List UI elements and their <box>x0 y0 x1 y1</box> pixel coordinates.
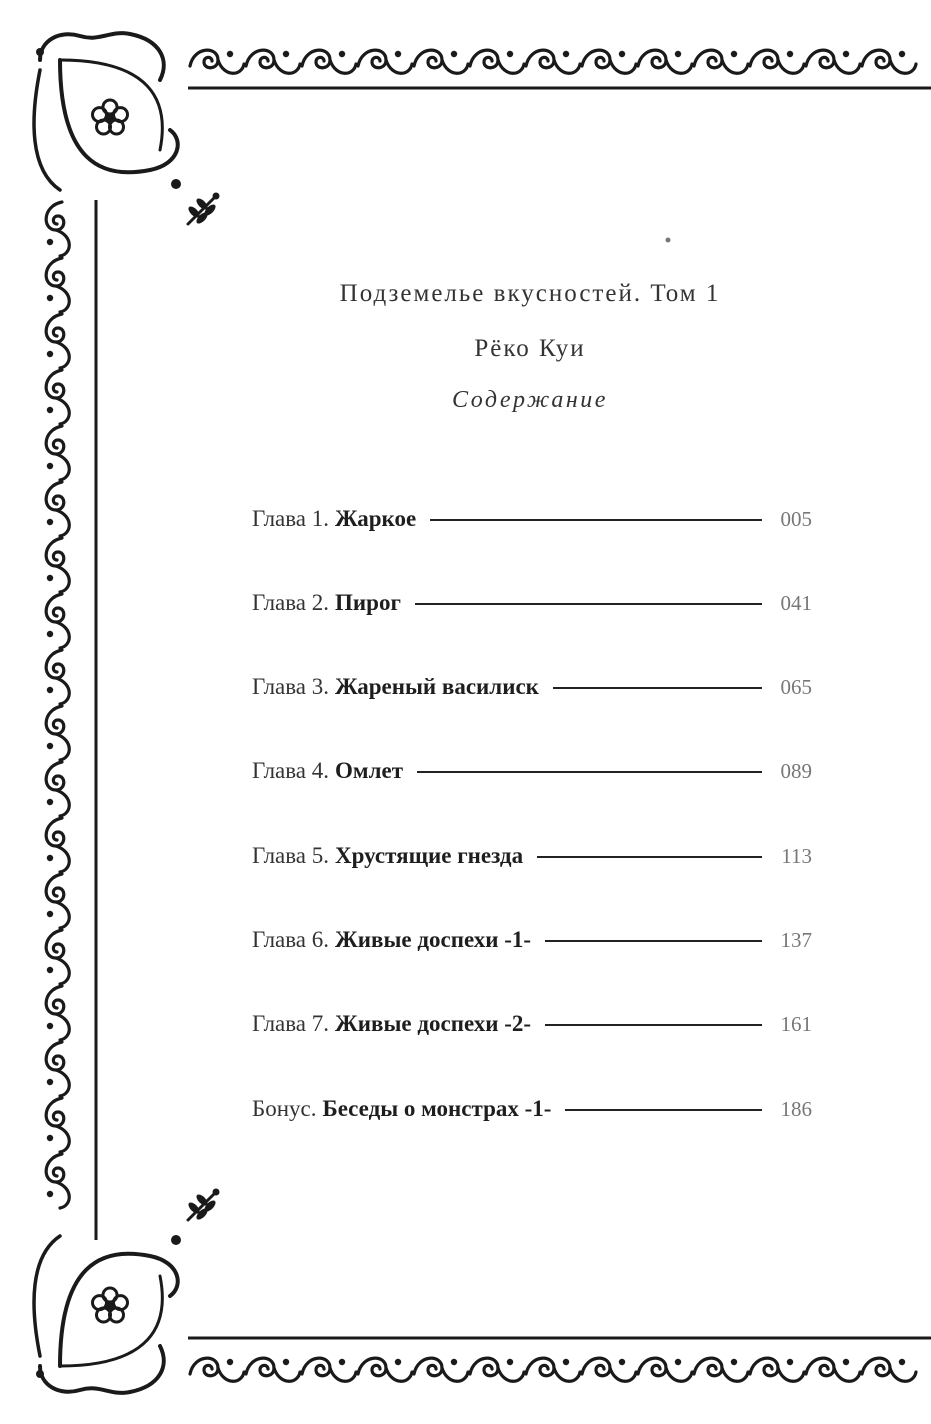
toc-entry-3 <box>252 671 812 703</box>
toc-entry-page: 005 <box>780 506 812 531</box>
toc-entry-page: 065 <box>780 674 812 699</box>
toc-entry-prefix: Глава 6. <box>252 927 330 952</box>
book-title: Подземелье вкусностей. Том 1 <box>339 280 721 307</box>
toc-entry-prefix: Глава 5. <box>252 843 330 868</box>
toc-entry-6 <box>252 924 812 956</box>
toc-leader-line <box>553 687 762 689</box>
toc-entry-1 <box>252 503 812 535</box>
toc-entry-name: Жаркое <box>335 506 417 531</box>
book-author: Рёко Куи <box>474 335 586 362</box>
toc-entry-page: 089 <box>780 758 812 783</box>
toc-entry-prefix: Глава 2. <box>252 590 330 615</box>
toc-leader-line <box>545 1024 762 1026</box>
toc-entry-prefix: Глава 4. <box>252 758 330 783</box>
toc-leader-line <box>415 603 762 605</box>
toc-leader-line <box>417 771 762 773</box>
toc-leader-line <box>545 940 762 942</box>
toc-entry-name: Омлет <box>335 758 403 783</box>
toc-entry-prefix: Глава 1. <box>252 506 330 531</box>
toc-heading: Содержание <box>452 387 608 413</box>
toc-entry-page: 041 <box>780 590 812 615</box>
toc-entry-7 <box>252 1008 812 1040</box>
toc-entry-name: Живые доспехи -2- <box>335 1011 532 1036</box>
toc-entry-prefix: Глава 7. <box>252 1011 330 1036</box>
toc-entry-bonus <box>252 1093 812 1125</box>
toc-entry-page: 137 <box>780 927 812 952</box>
toc-entry-page: 186 <box>780 1096 812 1121</box>
toc-entry-name: Беседы о монстрах -1- <box>322 1096 552 1121</box>
toc-leader-line <box>537 856 762 858</box>
toc-entry-page: 161 <box>780 1011 812 1036</box>
toc-entry-name: Хрустящие гнезда <box>335 843 524 868</box>
toc-entry-2 <box>252 587 812 619</box>
toc-entry-name: Пирог <box>335 590 401 615</box>
toc-entry-page: 113 <box>781 843 812 868</box>
toc-entry-prefix: Глава 3. <box>252 674 330 699</box>
toc-entry-name: Жареный василиск <box>335 674 539 699</box>
toc-entry-prefix: Бонус. <box>252 1096 317 1121</box>
toc-entry-4 <box>252 755 812 787</box>
toc-leader-line <box>565 1109 762 1111</box>
toc-leader-line <box>430 519 762 521</box>
toc-entry-5 <box>252 840 812 872</box>
toc-entry-name: Живые доспехи -1- <box>335 927 532 952</box>
